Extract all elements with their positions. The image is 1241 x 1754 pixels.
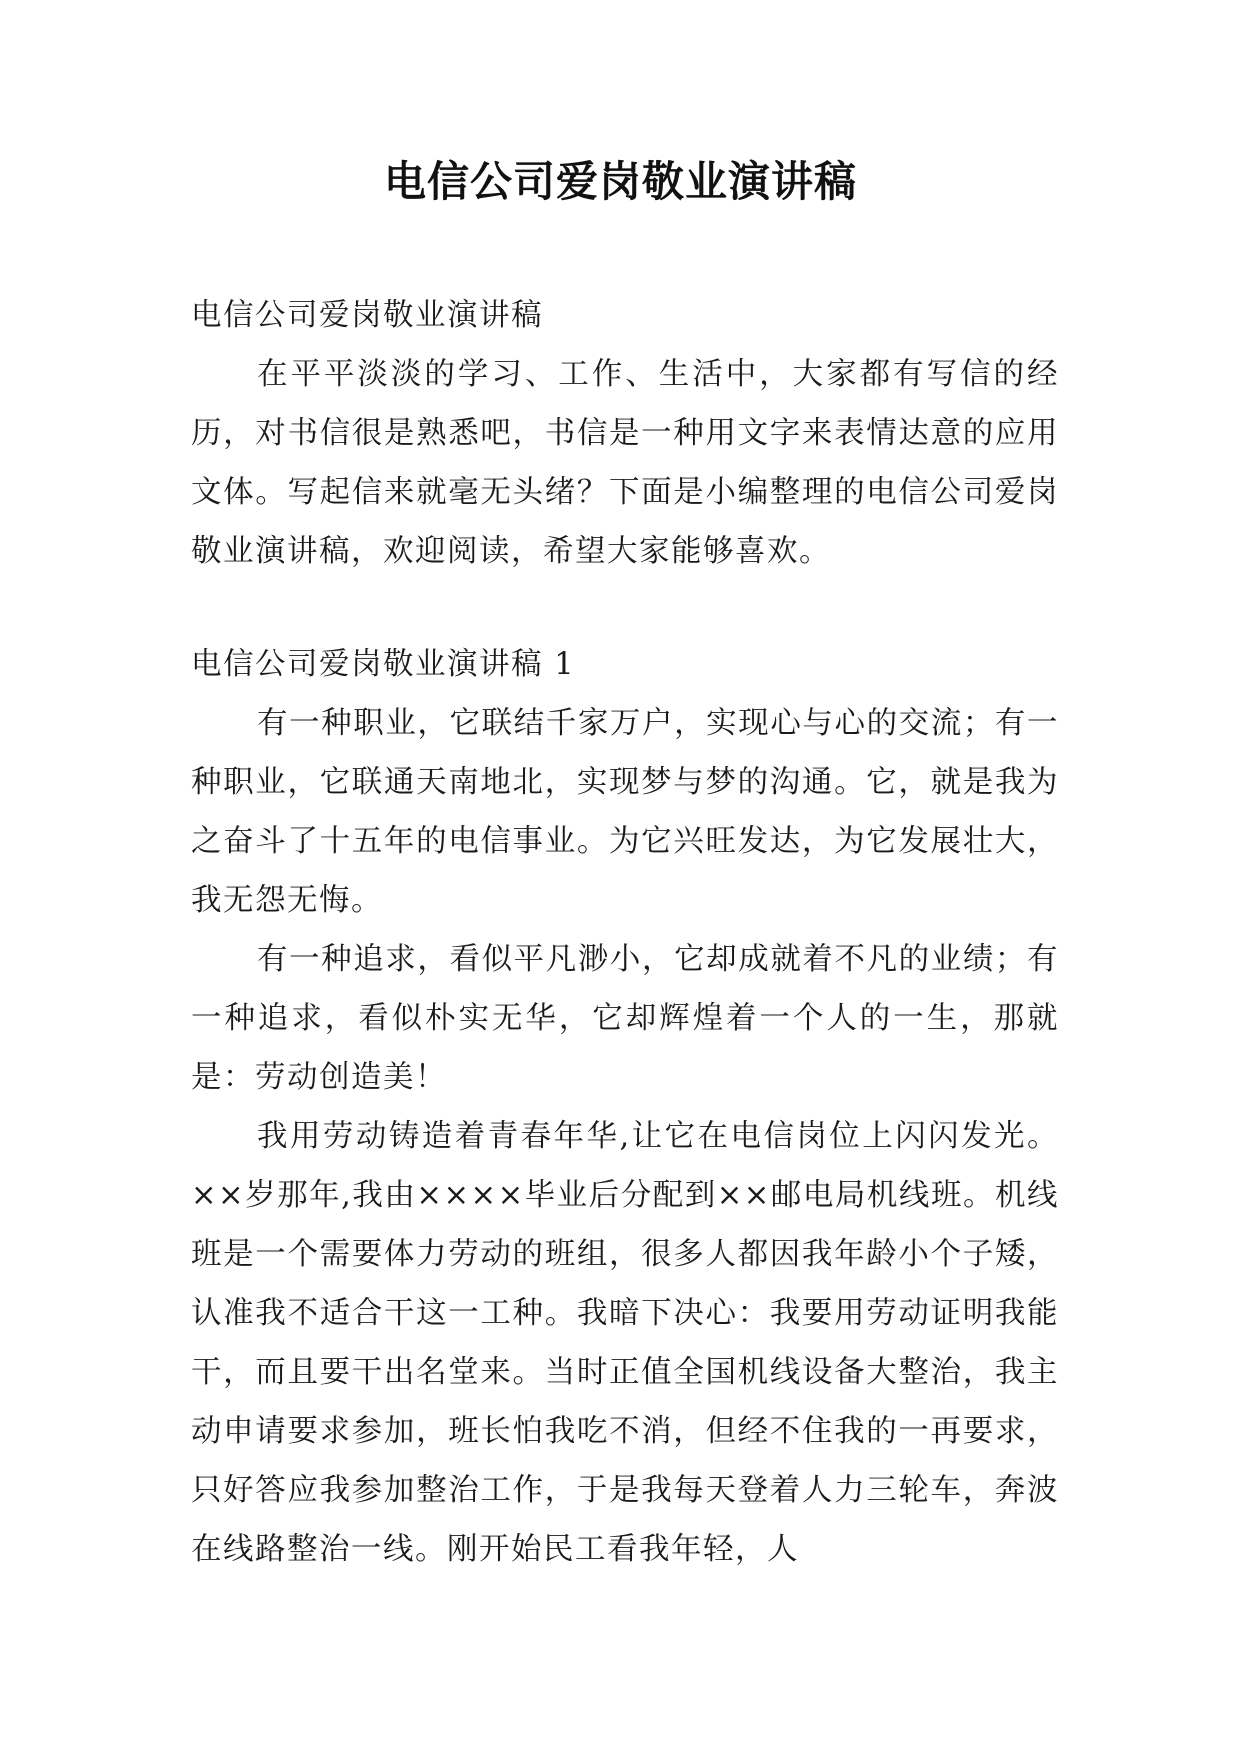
section-heading: 电信公司爱岗敬业演讲稿 1 — [191, 647, 576, 682]
intro-paragraph: 在平平淡淡的学习、工作、生活中，大家都有写信的经历，对书信很是熟悉吧，书信是一种用文字来表情达意的应用文体。写起信来就毫无头绪？下面是小编整理的电信公司爱岗敬业演讲稿，欢迎阅读，希望大家能够喜欢。 — [191, 357, 1059, 569]
document-title: 电信公司爱岗敬业演讲稿 — [383, 157, 857, 206]
section-paragraph: 有一种追求，看似平凡渺小，它却成就着不凡的业绩；有一种追求，看似朴实无华，它却辉煌着一个人的一生，那就是：劳动创造美！ — [191, 942, 1059, 1095]
section-paragraph: 有一种职业，它联结千家万户，实现心与心的交流；有一种职业，它联通天南地北，实现梦与梦的沟通。它，就是我为之奋斗了十五年的电信事业。为它兴旺发达，为它发展壮大，我无怨无悔。 — [191, 706, 1059, 918]
section-paragraph: 我用劳动铸造着青春年华,让它在电信岗位上闪闪发光。××岁那年,我由××××毕业后分配到××邮电局机线班。机线班是一个需要体力劳动的班组，很多人都因我年龄小个子矮，认准我不适合干这一工种。我暗下决心：我要用劳动证明我能干，而且要干出名堂来。当时正值全国机线设备大整治，我主动申请要求参加，班长怕我吃不消，但经不住我的一再要求，只好答应我参加整治工作，于是我每天登着人力三轮车，奔波在线路整治一线。刚开始民工看我年轻，人 — [191, 1119, 1059, 1567]
intro-section — [191, 286, 1059, 581]
speech-section-1 — [191, 635, 1059, 1579]
intro-heading: 电信公司爱岗敬业演讲稿 — [191, 298, 543, 333]
